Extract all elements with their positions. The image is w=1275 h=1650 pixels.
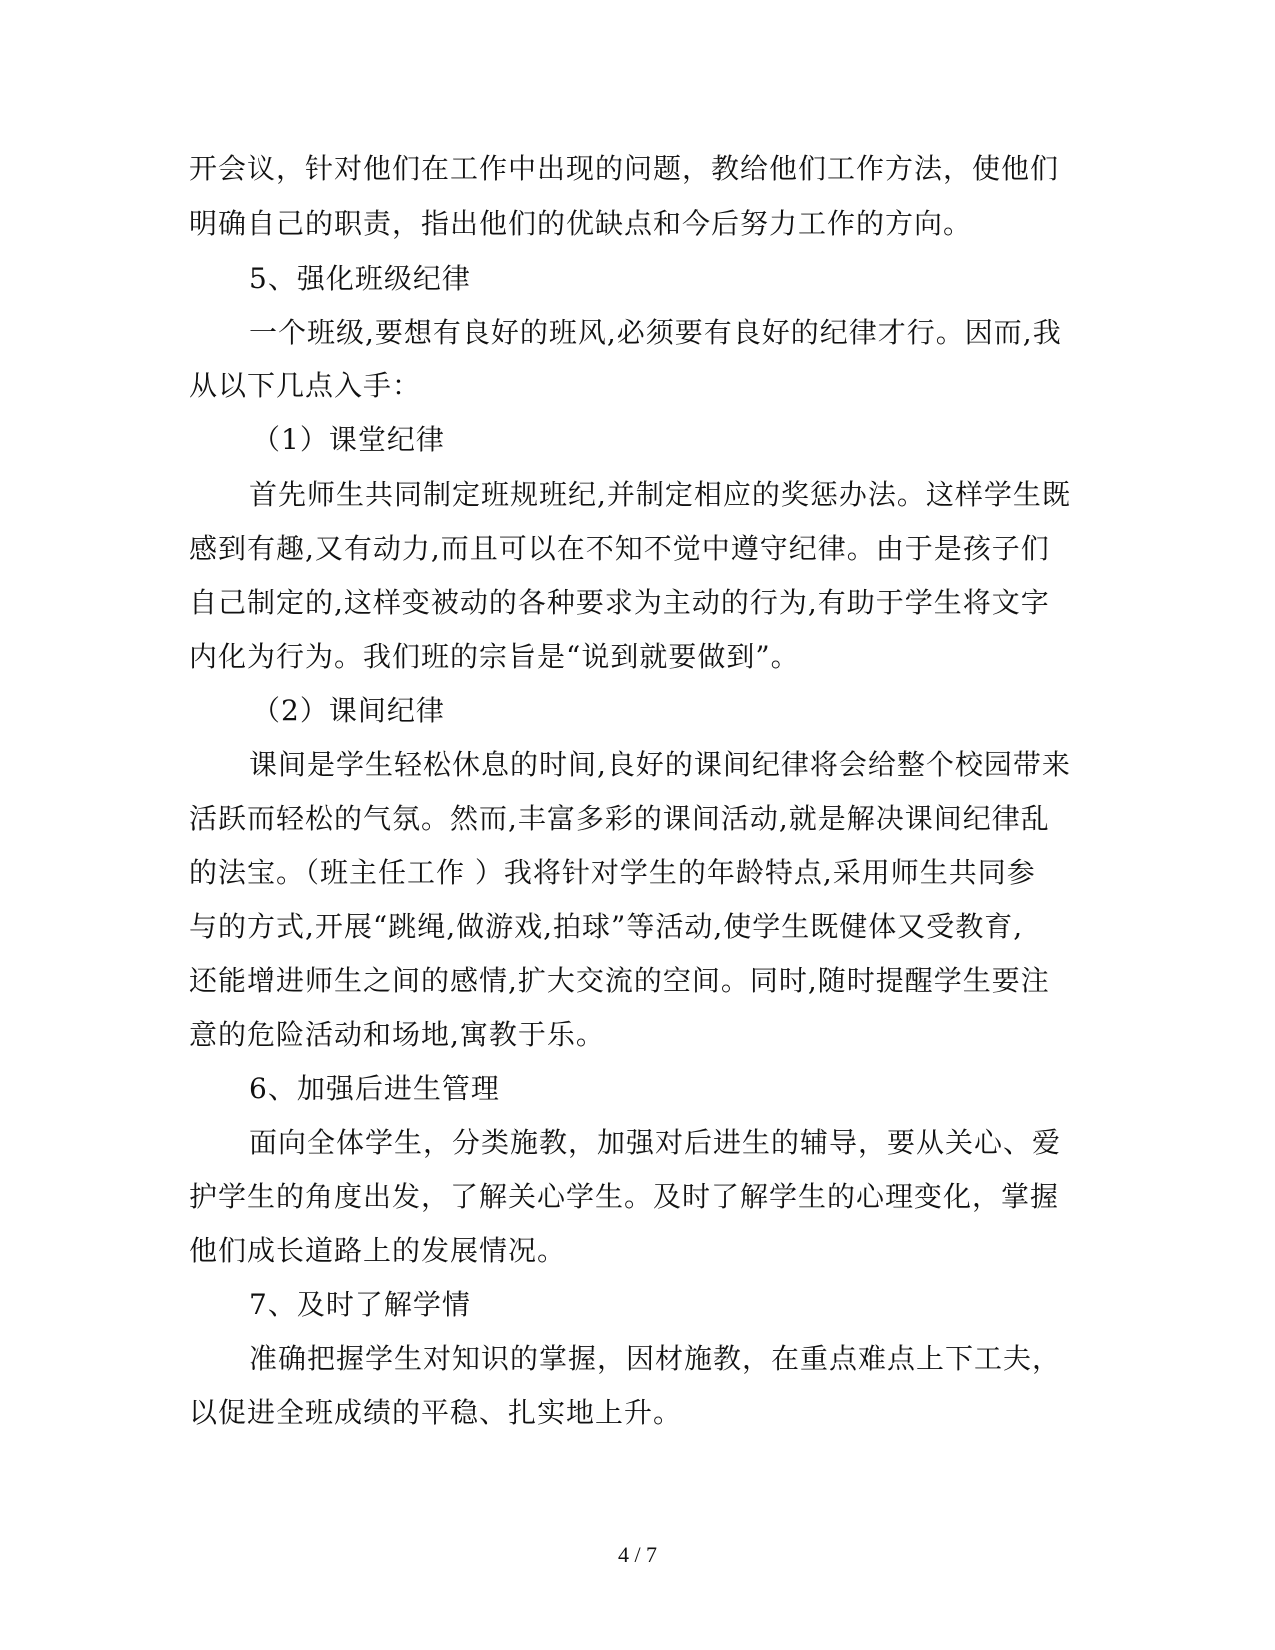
text-line: 明确自己的职责，指出他们的优缺点和今后努力工作的方向。 xyxy=(189,207,973,240)
subsection-heading: （2）课间纪律 xyxy=(252,694,445,727)
text-line: 感到有趣,又有动力,而且可以在不知不觉中遵守纪律。由于是孩子们 xyxy=(189,532,1050,565)
text-line: 还能增进师生之间的感情,扩大交流的空间。同时,随时提醒学生要注 xyxy=(189,964,1050,997)
text-line: 与的方式,开展“跳绳,做游戏,拍球”等活动,使学生既健体又受教育, xyxy=(189,910,1024,943)
text-line: 内化为行为。我们班的宗旨是“说到就要做到”。 xyxy=(189,640,800,673)
text-line: 首先师生共同制定班规班纪,并制定相应的奖惩办法。这样学生既 xyxy=(249,478,1071,511)
text-line: 自己制定的,这样变被动的各种要求为主动的行为,有助于学生将文字 xyxy=(189,586,1050,619)
text-line: 开会议，针对他们在工作中出现的问题，教给他们工作方法，使他们 xyxy=(189,152,1060,185)
text-line: 从以下几点入手： xyxy=(189,369,422,402)
text-line: 活跃而轻松的气氛。然而,丰富多彩的课间活动,就是解决课间纪律乱 xyxy=(189,802,1050,835)
text-line: 准确把握学生对知识的掌握，因材施教，在重点难点上下工夫， xyxy=(249,1342,1062,1375)
text-line: 护学生的角度出发，了解关心学生。及时了解学生的心理变化，掌握 xyxy=(189,1180,1060,1213)
text-line: 以促进全班成绩的平稳、扎实地上升。 xyxy=(189,1396,683,1429)
text-line: 面向全体学生，分类施教，加强对后进生的辅导，要从关心、爱 xyxy=(249,1126,1062,1159)
section-heading: 7、及时了解学情 xyxy=(249,1288,471,1321)
text-line: 意的危险活动和场地,寓教于乐。 xyxy=(189,1018,605,1051)
text-line: 一个班级,要想有良好的班风,必须要有良好的纪律才行。因而,我 xyxy=(249,316,1062,349)
text-line: 他们成长道路上的发展情况。 xyxy=(189,1234,567,1267)
section-heading: 6、加强后进生管理 xyxy=(249,1072,500,1105)
text-line: 课间是学生轻松休息的时间,良好的课间纪律将会给整个校园带来 xyxy=(249,748,1071,781)
page-number: 4 / 7 xyxy=(617,1542,658,1567)
section-heading: 5、强化班级纪律 xyxy=(249,262,471,295)
text-line: 的法宝。（班主任工作 ）我将针对学生的年龄特点,采用师生共同参 xyxy=(189,856,1036,889)
subsection-heading: （1）课堂纪律 xyxy=(252,423,445,456)
